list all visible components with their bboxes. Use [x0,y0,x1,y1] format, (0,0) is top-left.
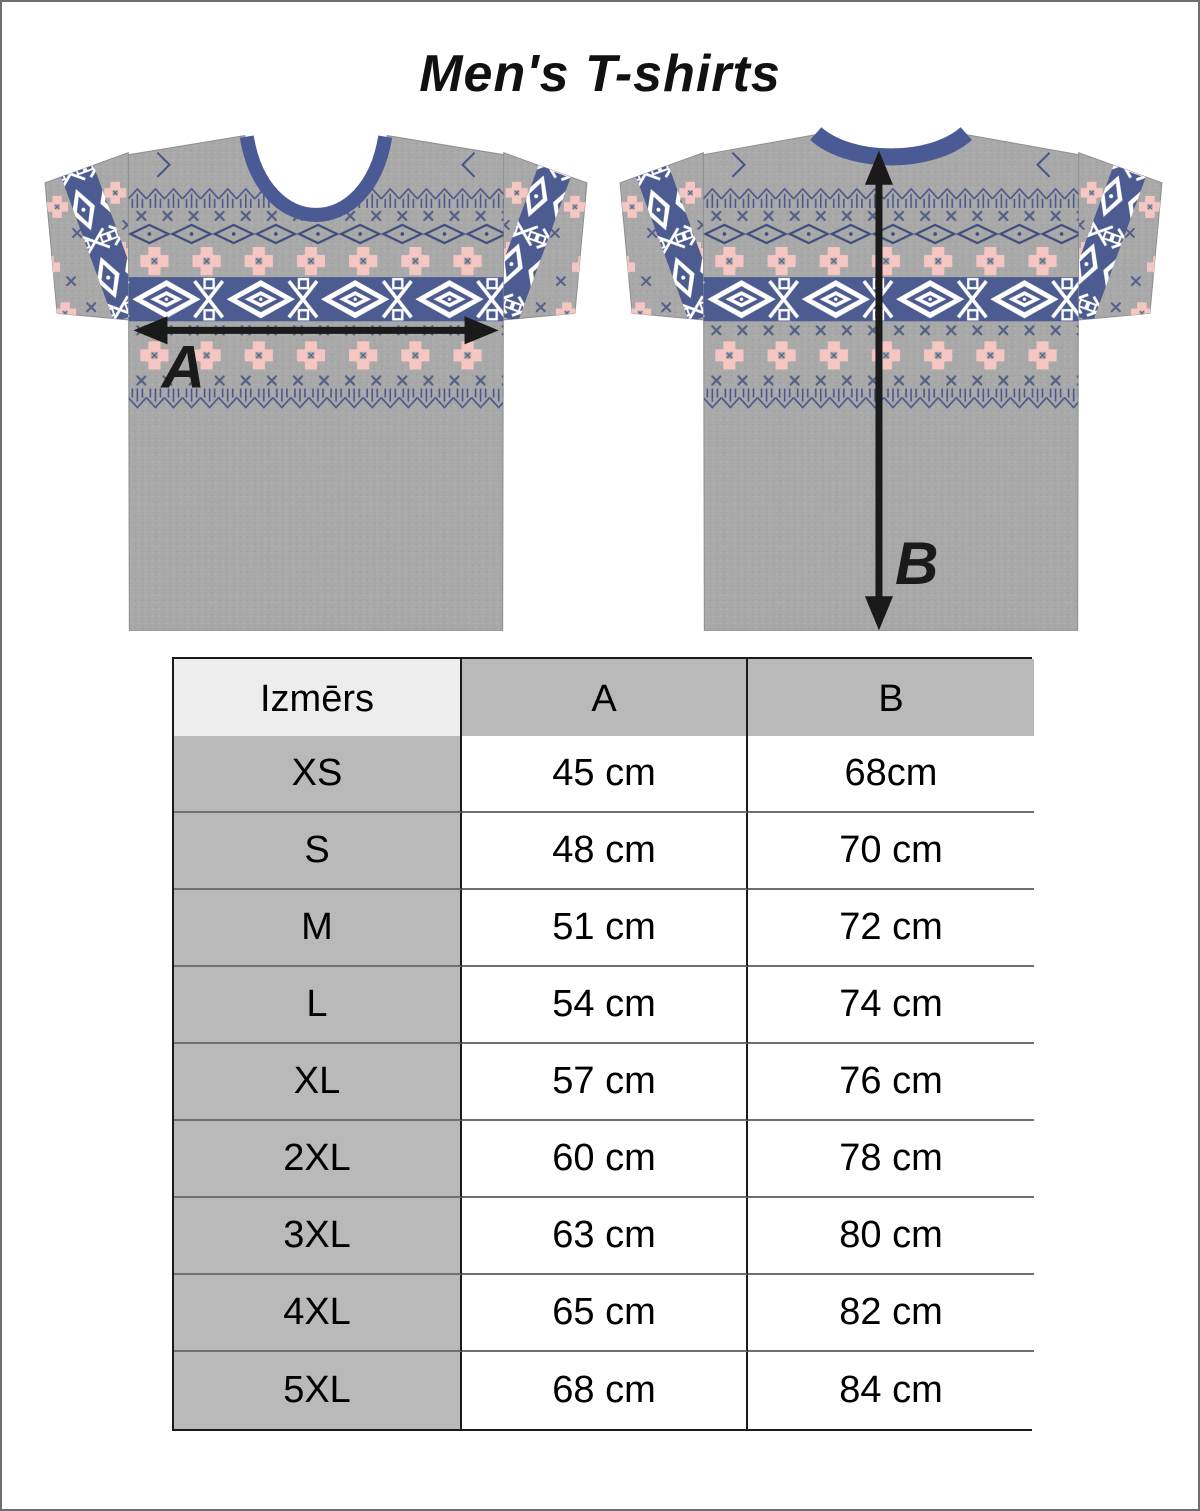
page-title: Men's T-shirts [419,45,781,103]
a-value-cell: 63 cm [462,1198,748,1275]
size-cell: S [174,813,462,890]
a-value-cell: 48 cm [462,813,748,890]
tshirt-back-illustration [610,120,1172,638]
b-value-cell: 80 cm [748,1198,1034,1275]
b-value-cell: 82 cm [748,1275,1034,1352]
size-cell: XL [174,1044,462,1121]
back-pattern-bands [703,153,1078,410]
a-value-cell: 57 cm [462,1044,748,1121]
a-value-cell: 45 cm [462,736,748,813]
b-value-cell: 74 cm [748,967,1034,1044]
size-cell: 4XL [174,1275,462,1352]
a-value-cell: 60 cm [462,1121,748,1198]
table-header-size: Izmērs [174,659,462,741]
b-value-cell: 76 cm [748,1044,1034,1121]
table-header-a: A [462,659,748,741]
length-measurement-label: B [895,529,939,598]
a-value-cell: 54 cm [462,967,748,1044]
size-table [172,657,1032,1431]
size-cell: XS [174,736,462,813]
back-collar [816,134,967,157]
b-value-cell: 84 cm [748,1352,1034,1429]
size-cell: M [174,890,462,967]
b-value-cell: 68cm [748,736,1034,813]
size-cell: 5XL [174,1352,462,1429]
b-value-cell: 70 cm [748,813,1034,890]
b-value-cell: 72 cm [748,890,1034,967]
size-cell: 2XL [174,1121,462,1198]
tshirt-front-illustration [35,120,597,638]
table-header-b: B [748,659,1034,741]
a-value-cell: 68 cm [462,1352,748,1429]
a-value-cell: 65 cm [462,1275,748,1352]
b-value-cell: 78 cm [748,1121,1034,1198]
size-cell: 3XL [174,1198,462,1275]
width-measurement-label: A [161,332,205,401]
a-value-cell: 51 cm [462,890,748,967]
size-cell: L [174,967,462,1044]
